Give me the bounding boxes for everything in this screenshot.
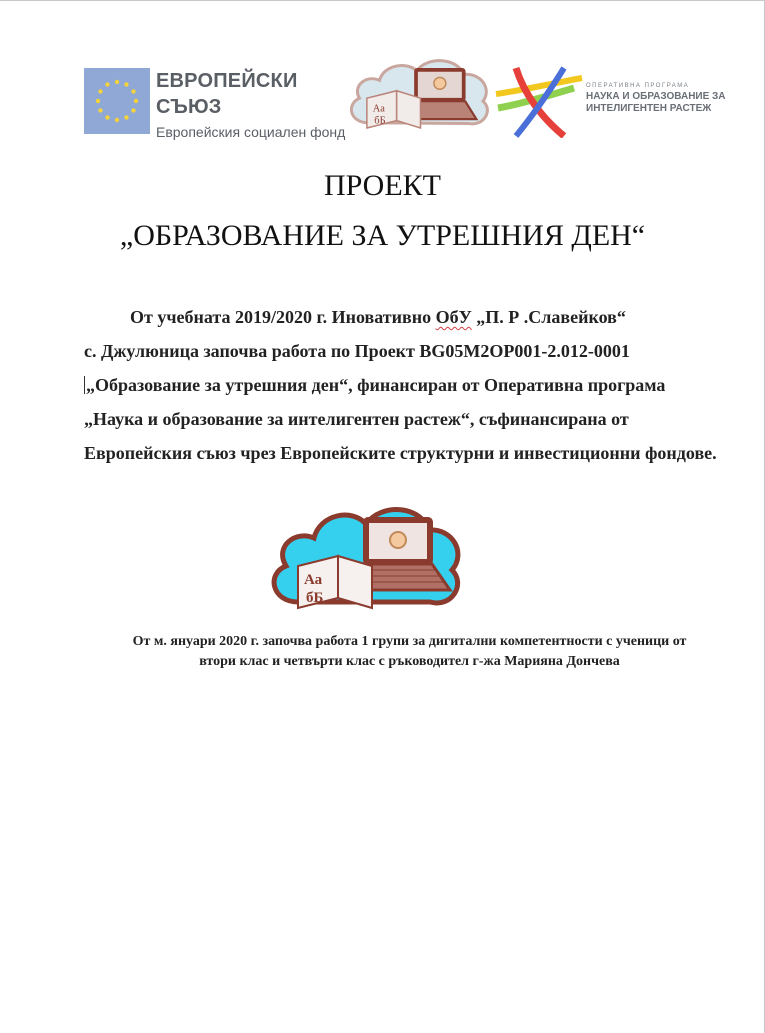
body-line-1-start: От учебната 2019/2020 г. Иновативно (130, 307, 436, 327)
cloud-laptop-book-icon (268, 500, 464, 610)
op-text-block (586, 82, 746, 115)
body-line-3 (84, 368, 735, 402)
eu-subtitle: Европейския социален фонд (156, 124, 346, 140)
header-logos (84, 62, 734, 140)
svg-text:бБ: бБ (374, 115, 386, 127)
ribbon-x-icon (494, 64, 584, 138)
eu-flag-icon (84, 68, 150, 134)
svg-text:Аа: Аа (304, 572, 323, 588)
op-caption: ОПЕРАТИВНА ПРОГРАМА (586, 83, 690, 89)
op-line-2: ИНТЕЛИГЕНТЕН РАСТЕЖ (586, 103, 712, 114)
body-line-4: „Наука и образование за интелигентен растеж“, съфинансирана от (84, 409, 629, 429)
svg-text:Аа: Аа (372, 103, 385, 115)
eu-text-block (156, 68, 346, 142)
announcement-line-1: От м. януари 2020 г. започва работа 1 групи за дигитални компетентности с ученици от (132, 634, 687, 649)
project-name-title: „ОБРАЗОВАНИЕ ЗА УТРЕШНИЯ ДЕН“ (119, 219, 646, 252)
body-line-3-text: „Образование за утрешния ден“, финансиран от Оперативна програма (86, 375, 666, 395)
cloud-laptop-book-icon (346, 48, 492, 138)
announcement-line-2: втори клас и четвърти клас с ръководител г-жа Марияна Дончева (199, 654, 620, 669)
announcement (84, 632, 735, 672)
body-paragraph (84, 300, 735, 466)
body-line-1 (84, 300, 735, 334)
eu-title: ЕВРОПЕЙСКИ СЪЮЗ (156, 70, 298, 118)
body-line-2: с. Джулюница започва работа по Проект BG05M2OP001-2.012-0001 (84, 341, 630, 361)
op-line-1: НАУКА И ОБРАЗОВАНИЕ ЗА (586, 91, 726, 102)
page-title: ПРОЕКТ (323, 169, 442, 202)
school-abbreviation: ОбУ (435, 307, 472, 327)
svg-text:бБ: бБ (306, 590, 324, 606)
body-line-1-end: „П. Р .Славейков“ (471, 307, 626, 327)
body-line-5: Европейския съюз чрез Европейските структурни и инвестиционни фондове. (84, 443, 717, 463)
text-cursor (84, 376, 85, 394)
